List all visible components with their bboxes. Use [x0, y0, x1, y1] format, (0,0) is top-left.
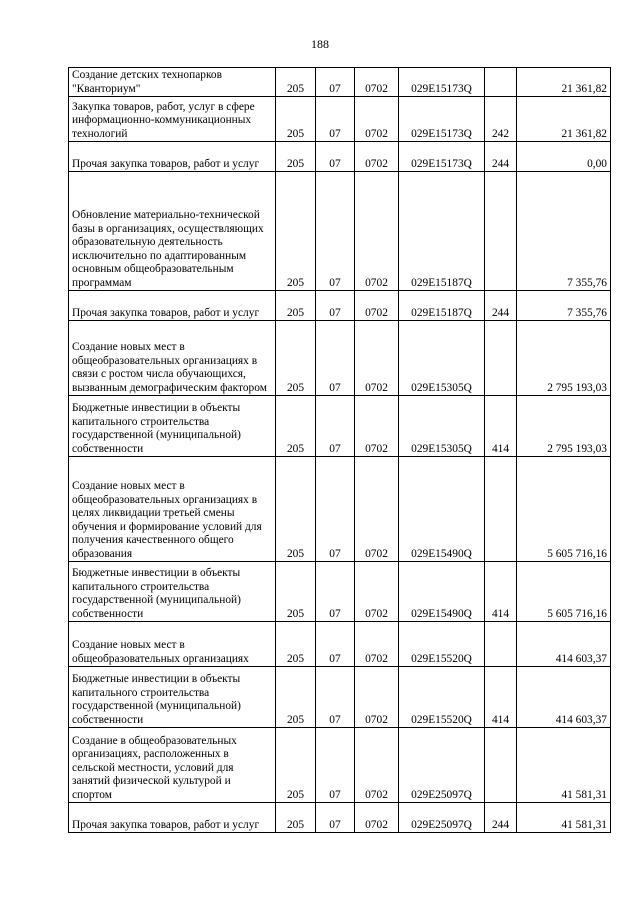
row-name-cell: Прочая закупка товаров, работ и услуг [69, 291, 276, 321]
table-row [69, 291, 611, 321]
table-row [69, 562, 611, 622]
row-subsection-cell: 0702 [355, 291, 399, 321]
row-article-cell: 029E15187Q [399, 291, 485, 321]
row-name-cell: Закупка товаров, работ, услуг в сфере информационно-коммуникационных технологий [69, 97, 276, 142]
page-number: 188 [311, 37, 329, 51]
row-section-cell: 07 [316, 562, 355, 622]
row-code-cell: 205 [276, 667, 316, 728]
row-amount-cell: 5 605 716,16 [517, 457, 611, 562]
row-amount-cell: 7 355,76 [517, 291, 611, 321]
row-type-cell: 414 [485, 667, 517, 728]
row-amount-cell: 2 795 193,03 [517, 396, 611, 457]
row-type-cell [485, 321, 517, 396]
row-section-cell: 07 [316, 321, 355, 396]
row-article-cell: 029E25097Q [399, 803, 485, 833]
row-section-cell: 07 [316, 142, 355, 172]
table-row [69, 667, 611, 728]
row-article-cell: 029E15520Q [399, 622, 485, 667]
row-article-cell: 029E25097Q [399, 728, 485, 803]
row-type-cell: 242 [485, 97, 517, 142]
row-type-cell [485, 728, 517, 803]
row-article-cell: 029E15490Q [399, 457, 485, 562]
row-article-cell: 029E15173Q [399, 97, 485, 142]
row-type-cell: 414 [485, 562, 517, 622]
row-section-cell: 07 [316, 97, 355, 142]
table-row [69, 622, 611, 667]
row-code-cell: 205 [276, 291, 316, 321]
row-subsection-cell: 0702 [355, 68, 399, 97]
table-row [69, 803, 611, 833]
row-name-cell: Бюджетные инвестиции в объекты капитального строительства государственной (муниципальной) собственности [69, 396, 276, 457]
table-row [69, 321, 611, 396]
row-section-cell: 07 [316, 803, 355, 833]
row-code-cell: 205 [276, 172, 316, 291]
row-subsection-cell: 0702 [355, 803, 399, 833]
row-type-cell: 244 [485, 291, 517, 321]
row-type-cell: 414 [485, 396, 517, 457]
budget-table [68, 67, 611, 833]
row-type-cell: 244 [485, 142, 517, 172]
row-section-cell: 07 [316, 622, 355, 667]
row-code-cell: 205 [276, 396, 316, 457]
row-code-cell: 205 [276, 97, 316, 142]
row-name-cell: Создание детских технопарков "Кванториум" [69, 68, 276, 97]
row-name-cell: Бюджетные инвестиции в объекты капитального строительства государственной (муниципальной) собственности [69, 667, 276, 728]
table-row [69, 142, 611, 172]
row-code-cell: 205 [276, 622, 316, 667]
row-amount-cell: 414 603,37 [517, 622, 611, 667]
row-article-cell: 029E15305Q [399, 321, 485, 396]
row-name-cell: Прочая закупка товаров, работ и услуг [69, 142, 276, 172]
row-section-cell: 07 [316, 172, 355, 291]
row-type-cell: 244 [485, 803, 517, 833]
row-code-cell: 205 [276, 562, 316, 622]
row-subsection-cell: 0702 [355, 97, 399, 142]
row-section-cell: 07 [316, 457, 355, 562]
row-article-cell: 029E15520Q [399, 667, 485, 728]
row-code-cell: 205 [276, 728, 316, 803]
row-subsection-cell: 0702 [355, 396, 399, 457]
row-name-cell: Создание новых мест в общеобразовательных организациях в целях ликвидации третьей смены обучения и формирование условий для получения качественного общего образования [69, 457, 276, 562]
row-code-cell: 205 [276, 142, 316, 172]
row-type-cell [485, 172, 517, 291]
row-type-cell [485, 457, 517, 562]
table-row [69, 97, 611, 142]
row-subsection-cell: 0702 [355, 321, 399, 396]
table-row [69, 68, 611, 97]
row-subsection-cell: 0702 [355, 457, 399, 562]
table-row [69, 457, 611, 562]
row-name-cell: Создание новых мест в общеобразовательных организациях в связи с ростом числа обучающихся, вызванным демографическим фактором [69, 321, 276, 396]
row-name-cell: Создание в общеобразовательных организациях, расположенных в сельской местности, условий для занятий физической культурой и спортом [69, 728, 276, 803]
row-section-cell: 07 [316, 396, 355, 457]
row-article-cell: 029E15490Q [399, 562, 485, 622]
row-code-cell: 205 [276, 68, 316, 97]
row-amount-cell: 21 361,82 [517, 68, 611, 97]
row-section-cell: 07 [316, 68, 355, 97]
row-article-cell: 029E15305Q [399, 396, 485, 457]
row-name-cell: Создание новых мест в общеобразовательных организациях [69, 622, 276, 667]
row-amount-cell: 7 355,76 [517, 172, 611, 291]
row-subsection-cell: 0702 [355, 667, 399, 728]
table-body [69, 68, 611, 833]
row-type-cell [485, 622, 517, 667]
row-section-cell: 07 [316, 291, 355, 321]
row-subsection-cell: 0702 [355, 728, 399, 803]
row-amount-cell: 41 581,31 [517, 728, 611, 803]
row-type-cell [485, 68, 517, 97]
row-article-cell: 029E15187Q [399, 172, 485, 291]
row-amount-cell: 21 361,82 [517, 97, 611, 142]
row-amount-cell: 2 795 193,03 [517, 321, 611, 396]
row-subsection-cell: 0702 [355, 562, 399, 622]
row-code-cell: 205 [276, 457, 316, 562]
row-code-cell: 205 [276, 803, 316, 833]
row-code-cell: 205 [276, 321, 316, 396]
row-amount-cell: 0,00 [517, 142, 611, 172]
row-article-cell: 029E15173Q [399, 68, 485, 97]
row-subsection-cell: 0702 [355, 142, 399, 172]
row-subsection-cell: 0702 [355, 622, 399, 667]
table-row [69, 396, 611, 457]
row-article-cell: 029E15173Q [399, 142, 485, 172]
row-amount-cell: 5 605 716,16 [517, 562, 611, 622]
row-amount-cell: 41 581,31 [517, 803, 611, 833]
row-name-cell: Обновление материально-технической базы в организациях, осуществляющих образовательную деятельность исключительно по адаптированным основным общеобразовательным программам [69, 172, 276, 291]
row-section-cell: 07 [316, 728, 355, 803]
row-name-cell: Прочая закупка товаров, работ и услуг [69, 803, 276, 833]
row-subsection-cell: 0702 [355, 172, 399, 291]
row-name-cell: Бюджетные инвестиции в объекты капитального строительства государственной (муниципальной) собственности [69, 562, 276, 622]
row-section-cell: 07 [316, 667, 355, 728]
table-row [69, 172, 611, 291]
table-row [69, 728, 611, 803]
row-amount-cell: 414 603,37 [517, 667, 611, 728]
